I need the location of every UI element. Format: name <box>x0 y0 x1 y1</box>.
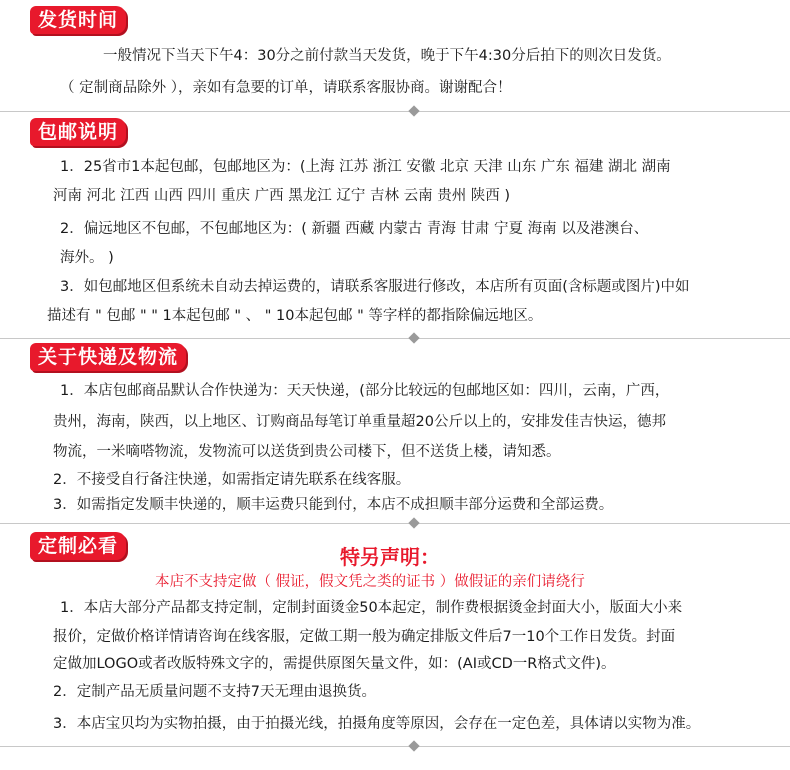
section-divider <box>0 338 790 339</box>
logistics-line-2: 贵州，海南，陕西，以上地区、订购商品每笔订单重量超20公斤以上的，安排发佳吉快运，德邦 <box>53 414 666 430</box>
logistics-line-1: 1．本店包邮商品默认合作快递为：天天快递，(部分比较远的包邮地区如：四川，云南，广西， <box>60 383 670 399</box>
free-shipping-line-3: 2．偏远地区不包邮，不包邮地区为：( 新疆 西藏 内蒙古 青海 甘肃 宁夏 海南 以及港澳台、 <box>60 221 649 237</box>
logistics-line-4: 2．不接受自行备注快递，如需指定请先联系在线客服。 <box>53 472 411 488</box>
custom-line-4: 2．定制产品无质量问题不支持7天无理由退换货。 <box>53 684 376 700</box>
divider-diamond-icon <box>408 105 419 116</box>
custom-line-2: 报价，定做价格详情请咨询在线客服，定做工期一般为确定排版文件后7一10个工作日发货。封面 <box>53 629 676 645</box>
section-divider <box>0 746 790 747</box>
free-shipping-line-6: 描述有 " 包邮 " " 1本起包邮 " 、 " 10本起包邮 " 等字样的都指除偏远地区。 <box>47 308 543 324</box>
section-divider <box>0 523 790 524</box>
free-shipping-line-5: 3．如包邮地区但系统未自动去掉运费的，请联系客服进行修改，本店所有页面(含标题或图片)中如 <box>60 279 690 295</box>
logistics-line-5: 3．如需指定发顺丰快递的，顺丰运费只能到付，本店不成担顺丰部分运费和全部运费。 <box>53 497 614 513</box>
shipping-time-line-1: 一般情况下当天下午4：30分之前付款当天发货，晚于下午4:30分后拍下的则次日发货。 <box>103 48 671 64</box>
special-notice-title: 特另声明： <box>340 545 440 569</box>
free-shipping-line-2: 河南 河北 江西 山西 四川 重庆 广西 黑龙江 辽宁 吉林 云南 贵州 陕西 ) <box>53 188 511 204</box>
logistics-line-3: 物流，一米嘀嗒物流，发物流可以送货到贵公司楼下，但不送货上楼，请知悉。 <box>53 444 561 460</box>
divider-diamond-icon <box>408 517 419 528</box>
special-notice-subtitle: 本店不支持定做（ 假证，假文凭之类的证书 ）做假证的亲们请绕行 <box>155 574 585 590</box>
custom-line-5: 3．本店宝贝均为实物拍摄，由于拍摄光线，拍摄角度等原因，会存在一定色差，具体请以实物为准。 <box>53 716 701 732</box>
custom-line-1: 1．本店大部分产品都支持定制，定制封面烫金50本起定，制作费根据烫金封面大小，版面大小来 <box>60 600 683 616</box>
divider-diamond-icon <box>408 332 419 343</box>
custom-tag: 定制必看 <box>30 532 126 560</box>
section-divider <box>0 111 790 112</box>
custom-line-3: 定做加LOGO或者改版特殊文字的，需提供原图矢量文件，如：(AI或CD一R格式文件)。 <box>53 656 616 672</box>
shipping-time-line-2: （ 定制商品除外 ），亲如有急要的订单，请联系客服协商。谢谢配合！ <box>60 80 512 96</box>
shipping-time-tag: 发货时间 <box>30 6 126 34</box>
free-shipping-tag: 包邮说明 <box>30 118 126 146</box>
free-shipping-line-1: 1．25省市1本起包邮，包邮地区为：(上海 江苏 浙江 安徽 北京 天津 山东 广东 福建 湖北 湖南 <box>60 159 671 175</box>
free-shipping-line-4: 海外。 ) <box>60 250 114 266</box>
logistics-tag: 关于快递及物流 <box>30 343 186 371</box>
divider-diamond-icon <box>408 740 419 751</box>
